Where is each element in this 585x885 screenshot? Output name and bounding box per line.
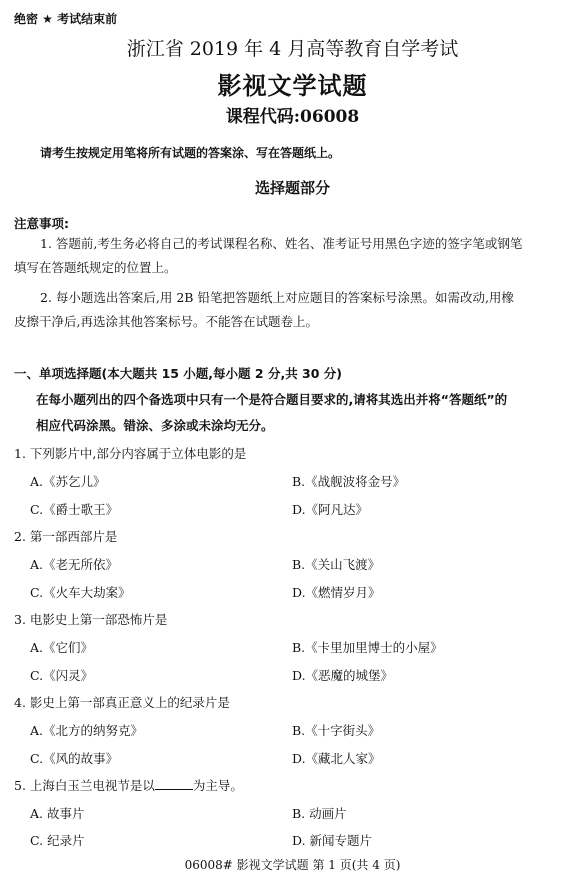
answer-blank <box>155 777 193 790</box>
question-3-option-a: A.《它们》 <box>30 640 94 655</box>
part1-heading: 一、单项选择题(本大题共 15 小题,每小题 2 分,共 30 分) <box>14 366 343 381</box>
question-2-option-a: A.《老无所依》 <box>30 557 119 572</box>
question-5-option-b: B. 动画片 <box>292 806 347 821</box>
question-1-option-a: A.《苏乞儿》 <box>30 474 106 489</box>
question-2-stem: 2. 第一部西部片是 <box>14 529 118 544</box>
question-1-option-d: D.《阿凡达》 <box>292 502 369 517</box>
question-2-option-b: B.《关山飞渡》 <box>292 557 381 572</box>
question-3-option-b: B.《卡里加里博士的小屋》 <box>292 640 443 655</box>
question-3-option-c: C.《闪灵》 <box>30 668 94 683</box>
question-2-option-d: D.《燃情岁月》 <box>292 585 381 600</box>
part1-instruction-line-2: 相应代码涂黑。错涂、多涂或未涂均无分。 <box>36 418 274 433</box>
attention-heading: 注意事项: <box>14 216 69 231</box>
question-5-option-a: A. 故事片 <box>30 806 85 821</box>
question-4-option-a: A.《北方的纳努克》 <box>30 723 144 738</box>
exam-title: 浙江省 2019 年 4 月高等教育自学考试 <box>126 38 459 60</box>
attention-item-2-line-2: 皮擦干净后,再选涂其他答案标号。不能答在试题卷上。 <box>14 314 318 329</box>
attention-item-2-line-1: 2. 每小题选出答案后,用 2B 铅笔把答题纸上对应题目的答案标号涂黑。如需改动,用橡 <box>40 290 514 305</box>
question-4-option-b: B.《十字街头》 <box>292 723 381 738</box>
question-5-stem-before: 5. 上海白玉兰电视节是以 <box>14 778 155 793</box>
answer-notice: 请考生按规定用笔将所有试题的答案涂、写在答题纸上。 <box>40 146 341 160</box>
question-4-option-d: D.《藏北人家》 <box>292 751 381 766</box>
subject-title: 影视文学试题 <box>217 71 368 100</box>
page-footer: 06008# 影视文学试题 第 1 页(共 4 页) <box>184 858 401 872</box>
confidential-label: 绝密 ★ 考试结束前 <box>14 12 118 26</box>
question-3-stem: 3. 电影史上第一部恐怖片是 <box>14 612 168 627</box>
question-2-option-c: C.《火车大劫案》 <box>30 585 131 600</box>
section-title: 选择题部分 <box>254 179 330 197</box>
course-code: 课程代码:06008 <box>225 107 360 127</box>
question-1-option-c: C.《爵士歌王》 <box>30 502 119 517</box>
question-5-stem-after: 为主导。 <box>192 778 243 793</box>
question-1-stem: 1. 下列影片中,部分内容属于立体电影的是 <box>14 446 247 461</box>
attention-item-1-line-1: 1. 答题前,考生务必将自己的考试课程名称、姓名、准考证号用黑色字迹的签字笔或钢笔 <box>40 236 523 251</box>
question-3-option-d: D.《恶魔的城堡》 <box>292 668 394 683</box>
part1-instruction-line-1: 在每小题列出的四个备选项中只有一个是符合题目要求的,请将其选出并将“答题纸”的 <box>36 392 508 407</box>
question-5-option-d: D. 新闻专题片 <box>292 833 373 848</box>
question-4-option-c: C.《风的故事》 <box>30 751 119 766</box>
question-4-stem: 4. 影史上第一部真正意义上的纪录片是 <box>14 695 230 710</box>
question-5-stem <box>14 776 243 794</box>
question-1-option-b: B.《战舰波将金号》 <box>292 474 406 489</box>
attention-item-1-line-2: 填写在答题纸规定的位置上。 <box>14 260 177 275</box>
question-5-option-c: C. 纪录片 <box>30 833 85 848</box>
